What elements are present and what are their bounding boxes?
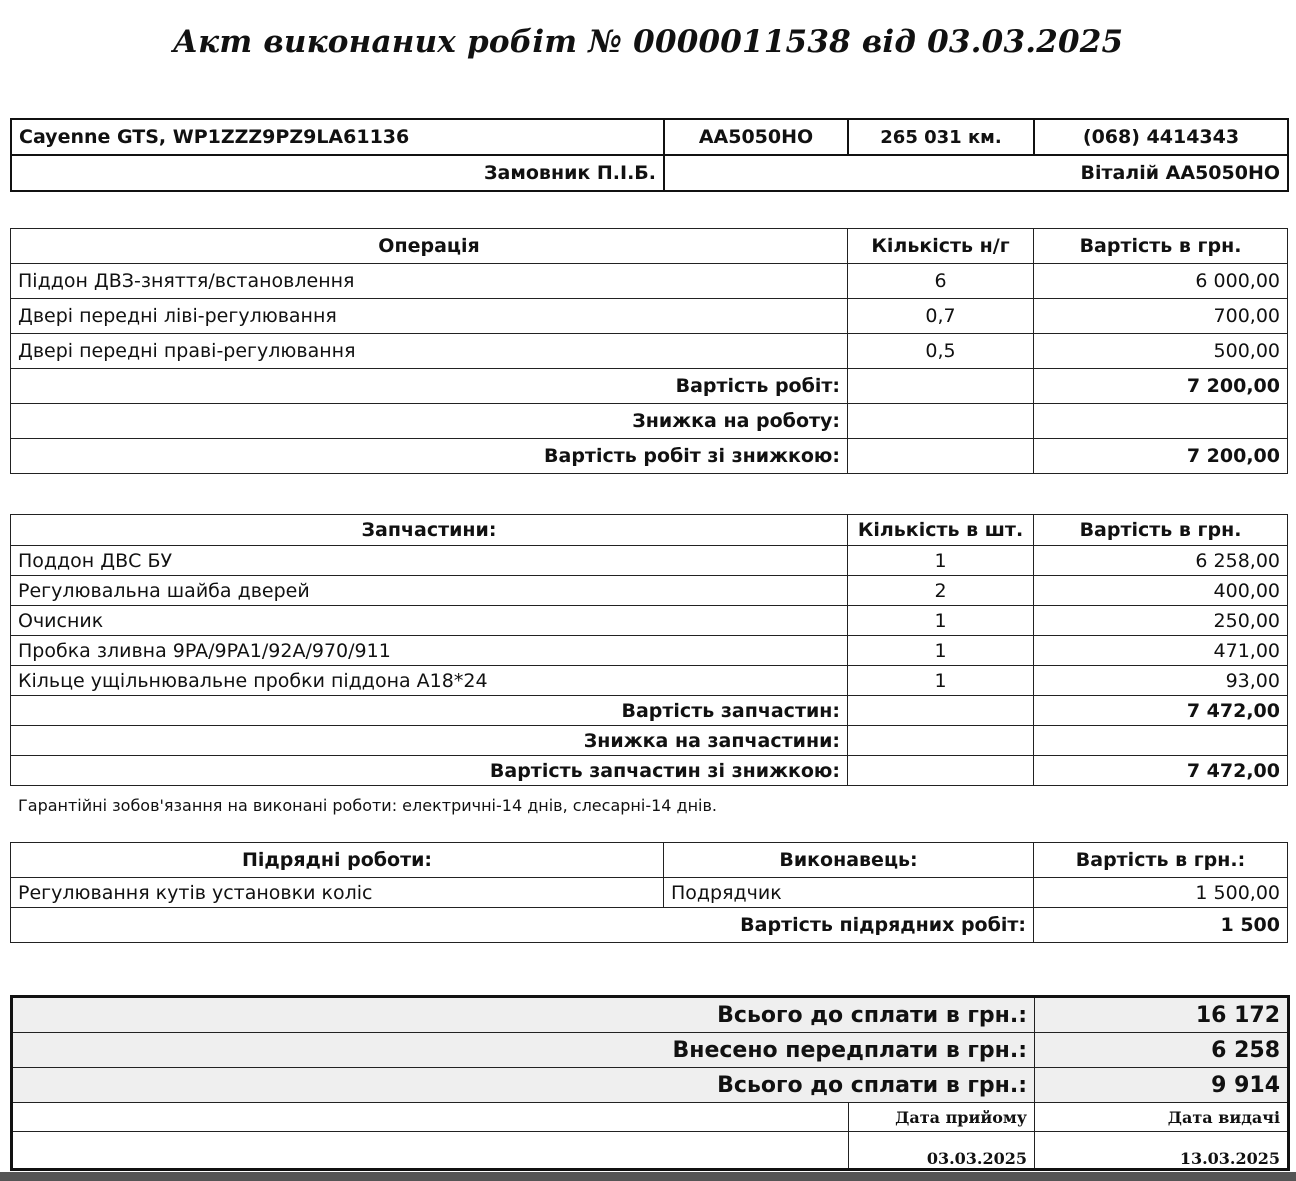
empty-cell — [848, 369, 1034, 404]
summary-table — [10, 995, 1290, 1171]
subcontract-cost: 1 500,00 — [1034, 878, 1288, 908]
part-cost: 6 258,00 — [1034, 546, 1288, 576]
part-cost: 471,00 — [1034, 636, 1288, 666]
parts-total-label: Вартість запчастин: — [11, 696, 848, 726]
part-qty: 1 — [848, 636, 1034, 666]
part-qty: 2 — [848, 576, 1034, 606]
operations-table — [10, 228, 1288, 474]
part-name: Поддон ДВС БУ — [11, 546, 848, 576]
part-cost: 400,00 — [1034, 576, 1288, 606]
table-row — [11, 576, 1288, 606]
summary-total-value: 16 172 — [1035, 997, 1289, 1033]
operation-qty: 6 — [848, 264, 1034, 299]
summary-total-label: Всього до сплати в грн.: — [12, 997, 1035, 1033]
warranty-note: Гарантійні зобов'язання на виконані роботи: електричні-14 днів, слесарні-14 днів. — [18, 796, 718, 815]
subcontract-total-label: Вартість підрядних робіт: — [11, 908, 1034, 943]
part-cost: 93,00 — [1034, 666, 1288, 696]
summary-due-label: Всього до сплати в грн.: — [12, 1068, 1035, 1103]
empty-cell — [12, 1103, 849, 1132]
operations-header-name: Операція — [11, 229, 848, 264]
table-row — [11, 606, 1288, 636]
table-row — [11, 878, 1288, 908]
operations-header-qty: Кількість н/г — [848, 229, 1034, 264]
part-qty: 1 — [848, 546, 1034, 576]
operation-name: Двері передні праві-регулювання — [11, 334, 848, 369]
part-qty: 1 — [848, 606, 1034, 636]
date-issued: 13.03.2025 — [1035, 1132, 1289, 1170]
customer-label: Замовник П.І.Б. — [11, 155, 664, 191]
subcontract-header-cost: Вартість в грн.: — [1034, 843, 1288, 878]
parts-header-qty: Кількість в шт. — [848, 515, 1034, 546]
table-row — [11, 666, 1288, 696]
summary-prepaid-value: 6 258 — [1035, 1033, 1289, 1068]
operation-qty: 0,7 — [848, 299, 1034, 334]
part-name: Регулювальна шайба дверей — [11, 576, 848, 606]
operation-cost: 6 000,00 — [1034, 264, 1288, 299]
parts-discount-value — [1034, 726, 1288, 756]
empty-cell — [848, 439, 1034, 474]
vehicle-plate: AA5050HO — [664, 119, 848, 155]
summary-prepaid-label: Внесено передплати в грн.: — [12, 1033, 1035, 1068]
table-row — [11, 546, 1288, 576]
part-name: Кільце ущільнювальне пробки піддона A18*24 — [11, 666, 848, 696]
parts-discounted-label: Вартість запчастин зі знижкою: — [11, 756, 848, 786]
vehicle-info-table — [10, 118, 1289, 192]
table-row — [11, 299, 1288, 334]
table-row — [11, 264, 1288, 299]
parts-header-cost: Вартість в грн. — [1034, 515, 1288, 546]
empty-cell — [12, 1132, 849, 1170]
summary-due-value: 9 914 — [1035, 1068, 1289, 1103]
operations-total-label: Вартість робіт: — [11, 369, 848, 404]
vehicle-mileage: 265 031 км. — [848, 119, 1034, 155]
parts-discount-label: Знижка на запчастини: — [11, 726, 848, 756]
part-cost: 250,00 — [1034, 606, 1288, 636]
bottom-bar — [0, 1172, 1296, 1181]
empty-cell — [848, 404, 1034, 439]
empty-cell — [848, 756, 1034, 786]
part-qty: 1 — [848, 666, 1034, 696]
subcontract-name: Регулювання кутів установки коліс — [11, 878, 664, 908]
operation-cost: 700,00 — [1034, 299, 1288, 334]
table-row — [11, 334, 1288, 369]
operations-discount-label: Знижка на роботу: — [11, 404, 848, 439]
operations-total-value: 7 200,00 — [1034, 369, 1288, 404]
subcontract-contractor: Подрядчик — [664, 878, 1034, 908]
parts-total-value: 7 472,00 — [1034, 696, 1288, 726]
operation-qty: 0,5 — [848, 334, 1034, 369]
date-received: 03.03.2025 — [849, 1132, 1035, 1170]
operation-cost: 500,00 — [1034, 334, 1288, 369]
part-name: Пробка зливна 9PA/9PA1/92A/970/911 — [11, 636, 848, 666]
document-title: Акт виконаних робіт № 0000011538 від 03.03.2025 — [172, 24, 1124, 60]
operations-discounted-label: Вартість робіт зі знижкою: — [11, 439, 848, 474]
date-issued-label: Дата видачі — [1035, 1103, 1289, 1132]
parts-discounted-value: 7 472,00 — [1034, 756, 1288, 786]
operations-header-cost: Вартість в грн. — [1034, 229, 1288, 264]
subcontract-table — [10, 842, 1288, 943]
operation-name: Піддон ДВЗ-зняття/встановлення — [11, 264, 848, 299]
customer-phone: (068) 4414343 — [1034, 119, 1288, 155]
customer-name: Віталій АА5050НО — [664, 155, 1288, 191]
parts-header-name: Запчастини: — [11, 515, 848, 546]
subcontract-header-name: Підрядні роботи: — [11, 843, 664, 878]
operation-name: Двері передні ліві-регулювання — [11, 299, 848, 334]
subcontract-header-contractor: Виконавець: — [664, 843, 1034, 878]
parts-table — [10, 514, 1288, 786]
operations-discount-value — [1034, 404, 1288, 439]
part-name: Очисник — [11, 606, 848, 636]
empty-cell — [848, 696, 1034, 726]
empty-cell — [848, 726, 1034, 756]
table-row — [11, 636, 1288, 666]
operations-discounted-value: 7 200,00 — [1034, 439, 1288, 474]
subcontract-total-value: 1 500 — [1034, 908, 1288, 943]
vehicle-model-vin: Cayenne GTS, WP1ZZZ9PZ9LA61136 — [11, 119, 664, 155]
date-received-label: Дата прийому — [849, 1103, 1035, 1132]
